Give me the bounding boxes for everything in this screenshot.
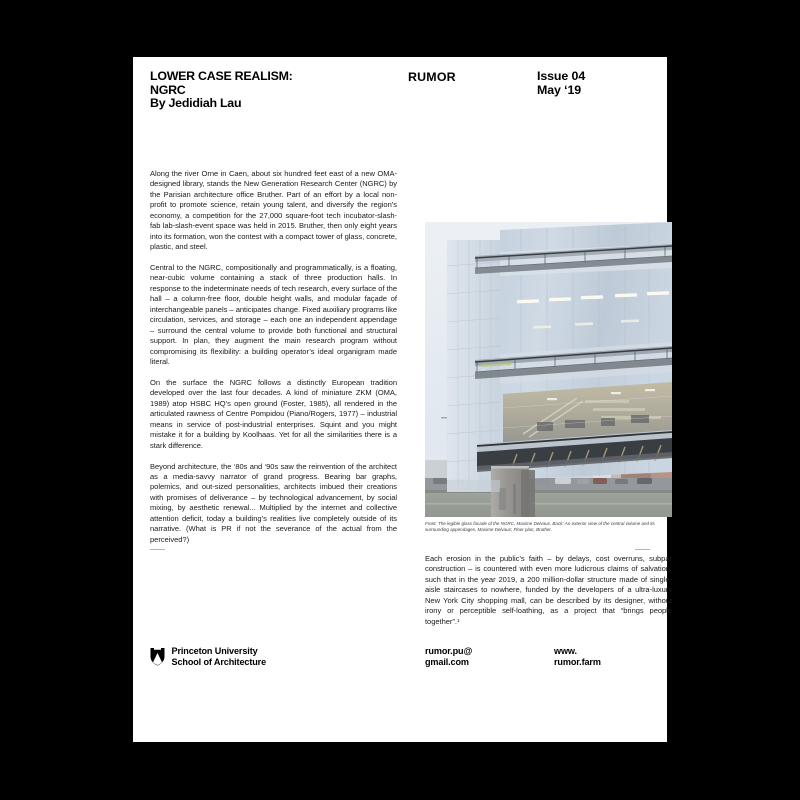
article-byline: By Jedidiah Lau [150, 96, 242, 111]
email-block[interactable] [425, 646, 472, 668]
email-line-1: rumor.pu@ [425, 646, 473, 656]
issue-block [537, 70, 585, 97]
figure-caption: Front: The legible glass facade of the NGRC, Maxime Delvaux. Back: An exterior view of the central volume and its surrounding appendages, Maxime Delvaux; Floor plan, Bruther. [425, 521, 655, 533]
issue-date: May ‘19 [537, 82, 582, 97]
institution-block [150, 646, 266, 668]
registration-mark-right [635, 549, 650, 550]
magazine-page [133, 57, 672, 742]
registration-mark-left [150, 549, 165, 550]
website-line-1: www. [554, 646, 577, 656]
building-photograph [425, 222, 672, 517]
email-line-2: gmail.com [425, 657, 469, 668]
institution-line-2: School of Architecture [171, 657, 267, 668]
institution-line-1: Princeton University [171, 646, 258, 656]
paragraph: Along the river Orne in Caen, about six hundred feet east of a new OMA-designed library, stands the New Generation Research Center (NGRC) by the Parisian architecture office Bruther. Part of an effort by a local non-profit to promote science, retain young talent, and diversify the region’s economy, a competition for the 27,000 square-foot tech incubator-slash-fab lab-slash-event space was held in 2015. Bruther, then only eight years into its formation, won the contest with a compact tower of glass, concrete, plastic, and steel. [150, 169, 397, 252]
article-title-line-2: NGRC [150, 82, 186, 97]
article-title-line-1: LOWER CASE REALISM: [150, 69, 293, 83]
page-footer [150, 646, 650, 680]
right-text-column [425, 554, 672, 627]
masthead [150, 70, 650, 118]
institution-lines [172, 646, 267, 668]
princeton-shield-icon [150, 647, 165, 666]
issue-number: Issue 04 [537, 69, 586, 83]
publication-name-block [408, 70, 456, 84]
website-block[interactable] [554, 646, 601, 668]
paragraph: On the surface the NGRC follows a distinctly European tradition developed over the last four decades. A kind of miniature ZKM (OMA, 1989) atop HSBC HQ’s open ground (Foster, 1985), all rendered in the articulated rawness of Centre Pompidou (Piano/Rogers, 1977) – industrial means in service of post-industrial enterprises. Squint and you might mistake it for a building by Koolhaas. Yet for all the similarities there is a stark difference. [150, 377, 397, 450]
paragraph: Each erosion in the public’s faith – by delays, cost overruns, subpar construction – is countered with even more ludicrous claims of salvation, such that in the year 2019, a 200 million-dollar structure made of single-aisle staircases to nowhere, funded by the developers of a ultra-luxury New York City shopping mall, can be described by its designer, without irony or perceptible self-loathing, as a project that “brings people together”.¹ [425, 554, 672, 626]
article-title-block [150, 70, 293, 111]
paragraph: Central to the NGRC, compositionally and programmatically, is a floating, near-cubic volume containing a stack of three production halls. In response to the indeterminate needs of tech research, every surface of the hall – a column-free floor, double height walls, and modular façade of interchangeable panels – anticipates change. Fixed auxiliary programs like circulation, services, and storage – each one an independent appendage – surround the central volume to provide both functional and structural support. In plan, they augment the main research program without compromising its flexibility: a building operator’s ideal organigram made literal. [150, 263, 397, 367]
left-text-column [150, 169, 397, 545]
paragraph: Beyond architecture, the ‘80s and ‘90s saw the reinvention of the architect as a media-savvy narrator of grand progress. Bearing bar graphs, polemics, and out-sized personalities, architects imbued their creations with promises of deliverance – by technological advancement, by social mixing, by aesthetic renewal... Multiplied by the internet and collective attention deficit, today a building’s realities live completely outside of its narrative. (What is PR if not the severance of the actual from the perceived?) [150, 461, 397, 544]
publication-name: RUMOR [408, 70, 456, 84]
website-line-2: rumor.farm [554, 657, 601, 668]
